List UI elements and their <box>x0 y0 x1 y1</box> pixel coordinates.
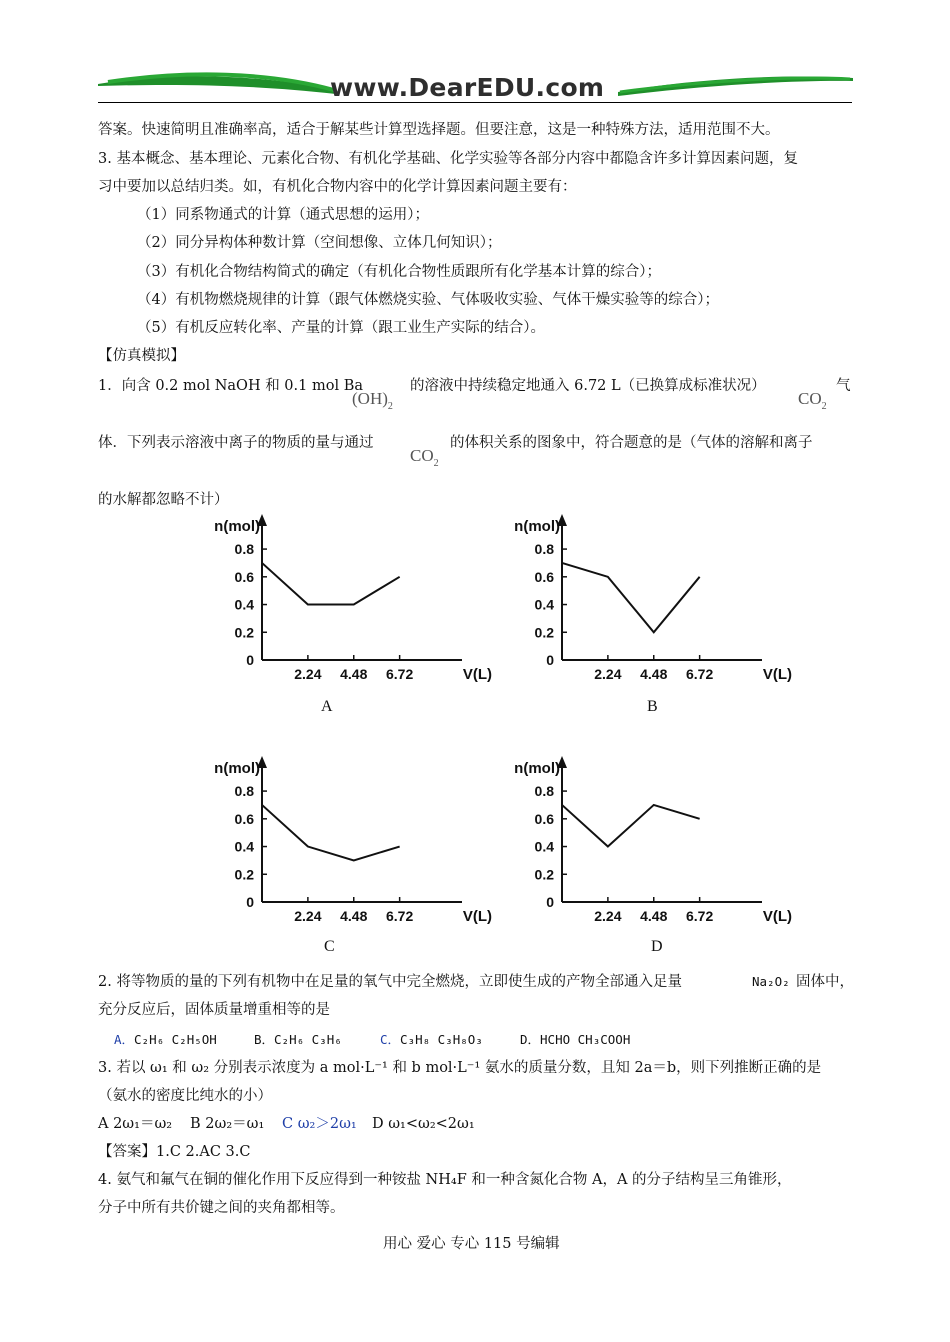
y-tick-label: 0.2 <box>234 624 254 641</box>
question-4-text: 4. 氨气和氟气在铜的催化作用下反应得到一种铵盐 NH₄F 和一种含氮化合物 A，A 的分子结构呈三角锥形， <box>98 1172 792 1188</box>
series-line <box>562 805 700 847</box>
question-2-text: 固体中， <box>796 974 854 990</box>
list-item: （4）有机物燃烧规律的计算（跟气体燃烧实验、气体吸收实验、气体干燥实验等的综合）； <box>137 292 719 308</box>
chart-b <box>495 510 792 690</box>
question-3-text: （氨水的密度比纯水的小） <box>98 1088 272 1104</box>
list-item: （3）有机化合物结构简式的确定（有机化合物性质跟所有化学基本计算的综合）； <box>137 264 661 280</box>
y-tick-label: 0.8 <box>534 783 554 800</box>
text-line: 答案。快速简明且准确率高，适合于解某些计算型选择题。但要注意，这是一种特殊方法，适用范围不大。 <box>98 122 780 138</box>
x-tick-label: 2.24 <box>594 666 622 682</box>
x-axis-label: V(L) <box>762 908 792 925</box>
x-axis-label: V(L) <box>462 908 492 925</box>
x-tick-label: 6.72 <box>386 666 414 682</box>
footer-text: 用心 爱心 专心 115 号编辑 <box>383 1236 560 1252</box>
option-b: B．C₂H₆ C₃H₆ <box>254 1032 342 1047</box>
option-c: C．C₃H₈ C₃H₈O₃ <box>380 1032 483 1047</box>
question-1-text: 1．向含 0.2 mol NaOH 和 0.1 mol Ba <box>98 378 364 394</box>
x-tick-label: 6.72 <box>686 908 714 924</box>
y-axis-label: n(mol) <box>214 518 260 535</box>
x-tick-label: 4.48 <box>340 908 368 924</box>
chart-label-b: B <box>647 698 658 715</box>
list-item: （1）同系物通式的计算（通式思想的运用）； <box>137 207 429 223</box>
list-item: （2）同分异构体种数计算（空间想像、立体几何知识）； <box>137 235 502 251</box>
y-tick-label: 0 <box>246 652 254 668</box>
y-tick-label: 0.6 <box>234 568 254 585</box>
y-tick-label: 0.8 <box>534 541 554 558</box>
question-4-text: 分子中所有共价键之间的夹角都相等。 <box>98 1200 345 1216</box>
y-tick-label: 0.8 <box>234 541 254 558</box>
option-d: D．HCHO CH₃COOH <box>520 1032 631 1047</box>
x-tick-label: 6.72 <box>686 666 714 682</box>
y-tick-label: 0.4 <box>534 596 554 613</box>
chart-label-d: D <box>651 938 663 955</box>
x-tick-label: 4.48 <box>640 908 668 924</box>
chart-a <box>195 510 492 690</box>
logo-text: www.DearEDU.com <box>330 73 605 102</box>
formula-oh2: $(OH)_2$ <box>352 389 393 412</box>
question-1-text: 气 <box>836 378 851 394</box>
y-tick-label: 0.8 <box>234 783 254 800</box>
y-axis-label: n(mol) <box>214 760 260 777</box>
x-tick-label: 4.48 <box>340 666 368 682</box>
y-tick-label: 0.2 <box>534 866 554 883</box>
x-tick-label: 6.72 <box>386 908 414 924</box>
text-line: 习中要加以总结归类。如，有机化合物内容中的化学计算因素问题主要有： <box>98 179 577 195</box>
question-1-text: 的体积关系的图象中，符合题意的是（气体的溶解和离子 <box>450 435 813 451</box>
series-line <box>262 805 400 860</box>
question-1-text: 的水解都忽略不计） <box>98 492 229 508</box>
x-axis-label: V(L) <box>462 666 492 683</box>
series-line <box>262 563 400 605</box>
question-1-text: 体．下列表示溶液中离子的物质的量与通过 <box>98 435 374 451</box>
x-tick-label: 2.24 <box>294 666 322 682</box>
option-c: C ω₂＞2ω₁ <box>282 1116 357 1132</box>
formula-na2o2: Na₂O₂ <box>752 974 790 989</box>
y-tick-label: 0.6 <box>534 568 554 585</box>
formula-co2: $CO_2$ <box>798 389 827 412</box>
option-b: B 2ω₂＝ω₁ <box>190 1116 265 1132</box>
y-tick-label: 0.4 <box>534 838 554 855</box>
section-heading: 【仿真模拟】 <box>98 348 185 364</box>
chart-c <box>195 752 492 932</box>
formula-co2: $CO_2$ <box>410 446 439 469</box>
option-d: D ω₁<ω₂<2ω₁ <box>372 1116 475 1132</box>
question-1-text: 的溶液中持续稳定地通入 6.72 L（已换算成标准状况） <box>410 378 766 394</box>
y-tick-label: 0.6 <box>534 810 554 827</box>
header-rule <box>98 102 852 103</box>
y-tick-label: 0 <box>546 652 554 668</box>
option-a: A．C₂H₆ C₂H₅OH <box>114 1032 217 1047</box>
chart-d <box>495 752 792 932</box>
y-tick-label: 0.2 <box>234 866 254 883</box>
y-tick-label: 0.6 <box>234 810 254 827</box>
y-axis-label: n(mol) <box>514 760 560 777</box>
chart-label-c: C <box>324 938 335 955</box>
x-axis-label: V(L) <box>762 666 792 683</box>
series-line <box>562 563 700 632</box>
list-item: （5）有机反应转化率、产量的计算（跟工业生产实际的结合）。 <box>137 320 545 336</box>
chart-label-a: A <box>321 698 333 715</box>
answer-line: 【答案】1.C 2.AC 3.C <box>98 1144 251 1160</box>
question-3-text: 3. 若以 ω₁ 和 ω₂ 分别表示浓度为 a mol·L⁻¹ 和 b mol·L⁻¹ 氨水的质量分数，且知 2a＝b，则下列推断正确的是 <box>98 1060 822 1076</box>
y-tick-label: 0.4 <box>234 838 254 855</box>
text-line: 3. 基本概念、基本理论、元素化合物、有机化学基础、化学实验等各部分内容中都隐含许多计算因素问题，复 <box>98 151 798 167</box>
x-tick-label: 2.24 <box>594 908 622 924</box>
x-tick-label: 2.24 <box>294 908 322 924</box>
y-tick-label: 0 <box>546 894 554 910</box>
y-tick-label: 0.2 <box>534 624 554 641</box>
y-tick-label: 0 <box>246 894 254 910</box>
question-2-text: 2. 将等物质的量的下列有机物中在足量的氧气中完全燃烧，立即使生成的产物全部通入足量 <box>98 974 682 990</box>
y-tick-label: 0.4 <box>234 596 254 613</box>
x-tick-label: 4.48 <box>640 666 668 682</box>
question-2-text: 充分反应后，固体质量增重相等的是 <box>98 1002 330 1018</box>
option-a: A 2ω₁＝ω₂ <box>98 1116 173 1132</box>
y-axis-label: n(mol) <box>514 518 560 535</box>
